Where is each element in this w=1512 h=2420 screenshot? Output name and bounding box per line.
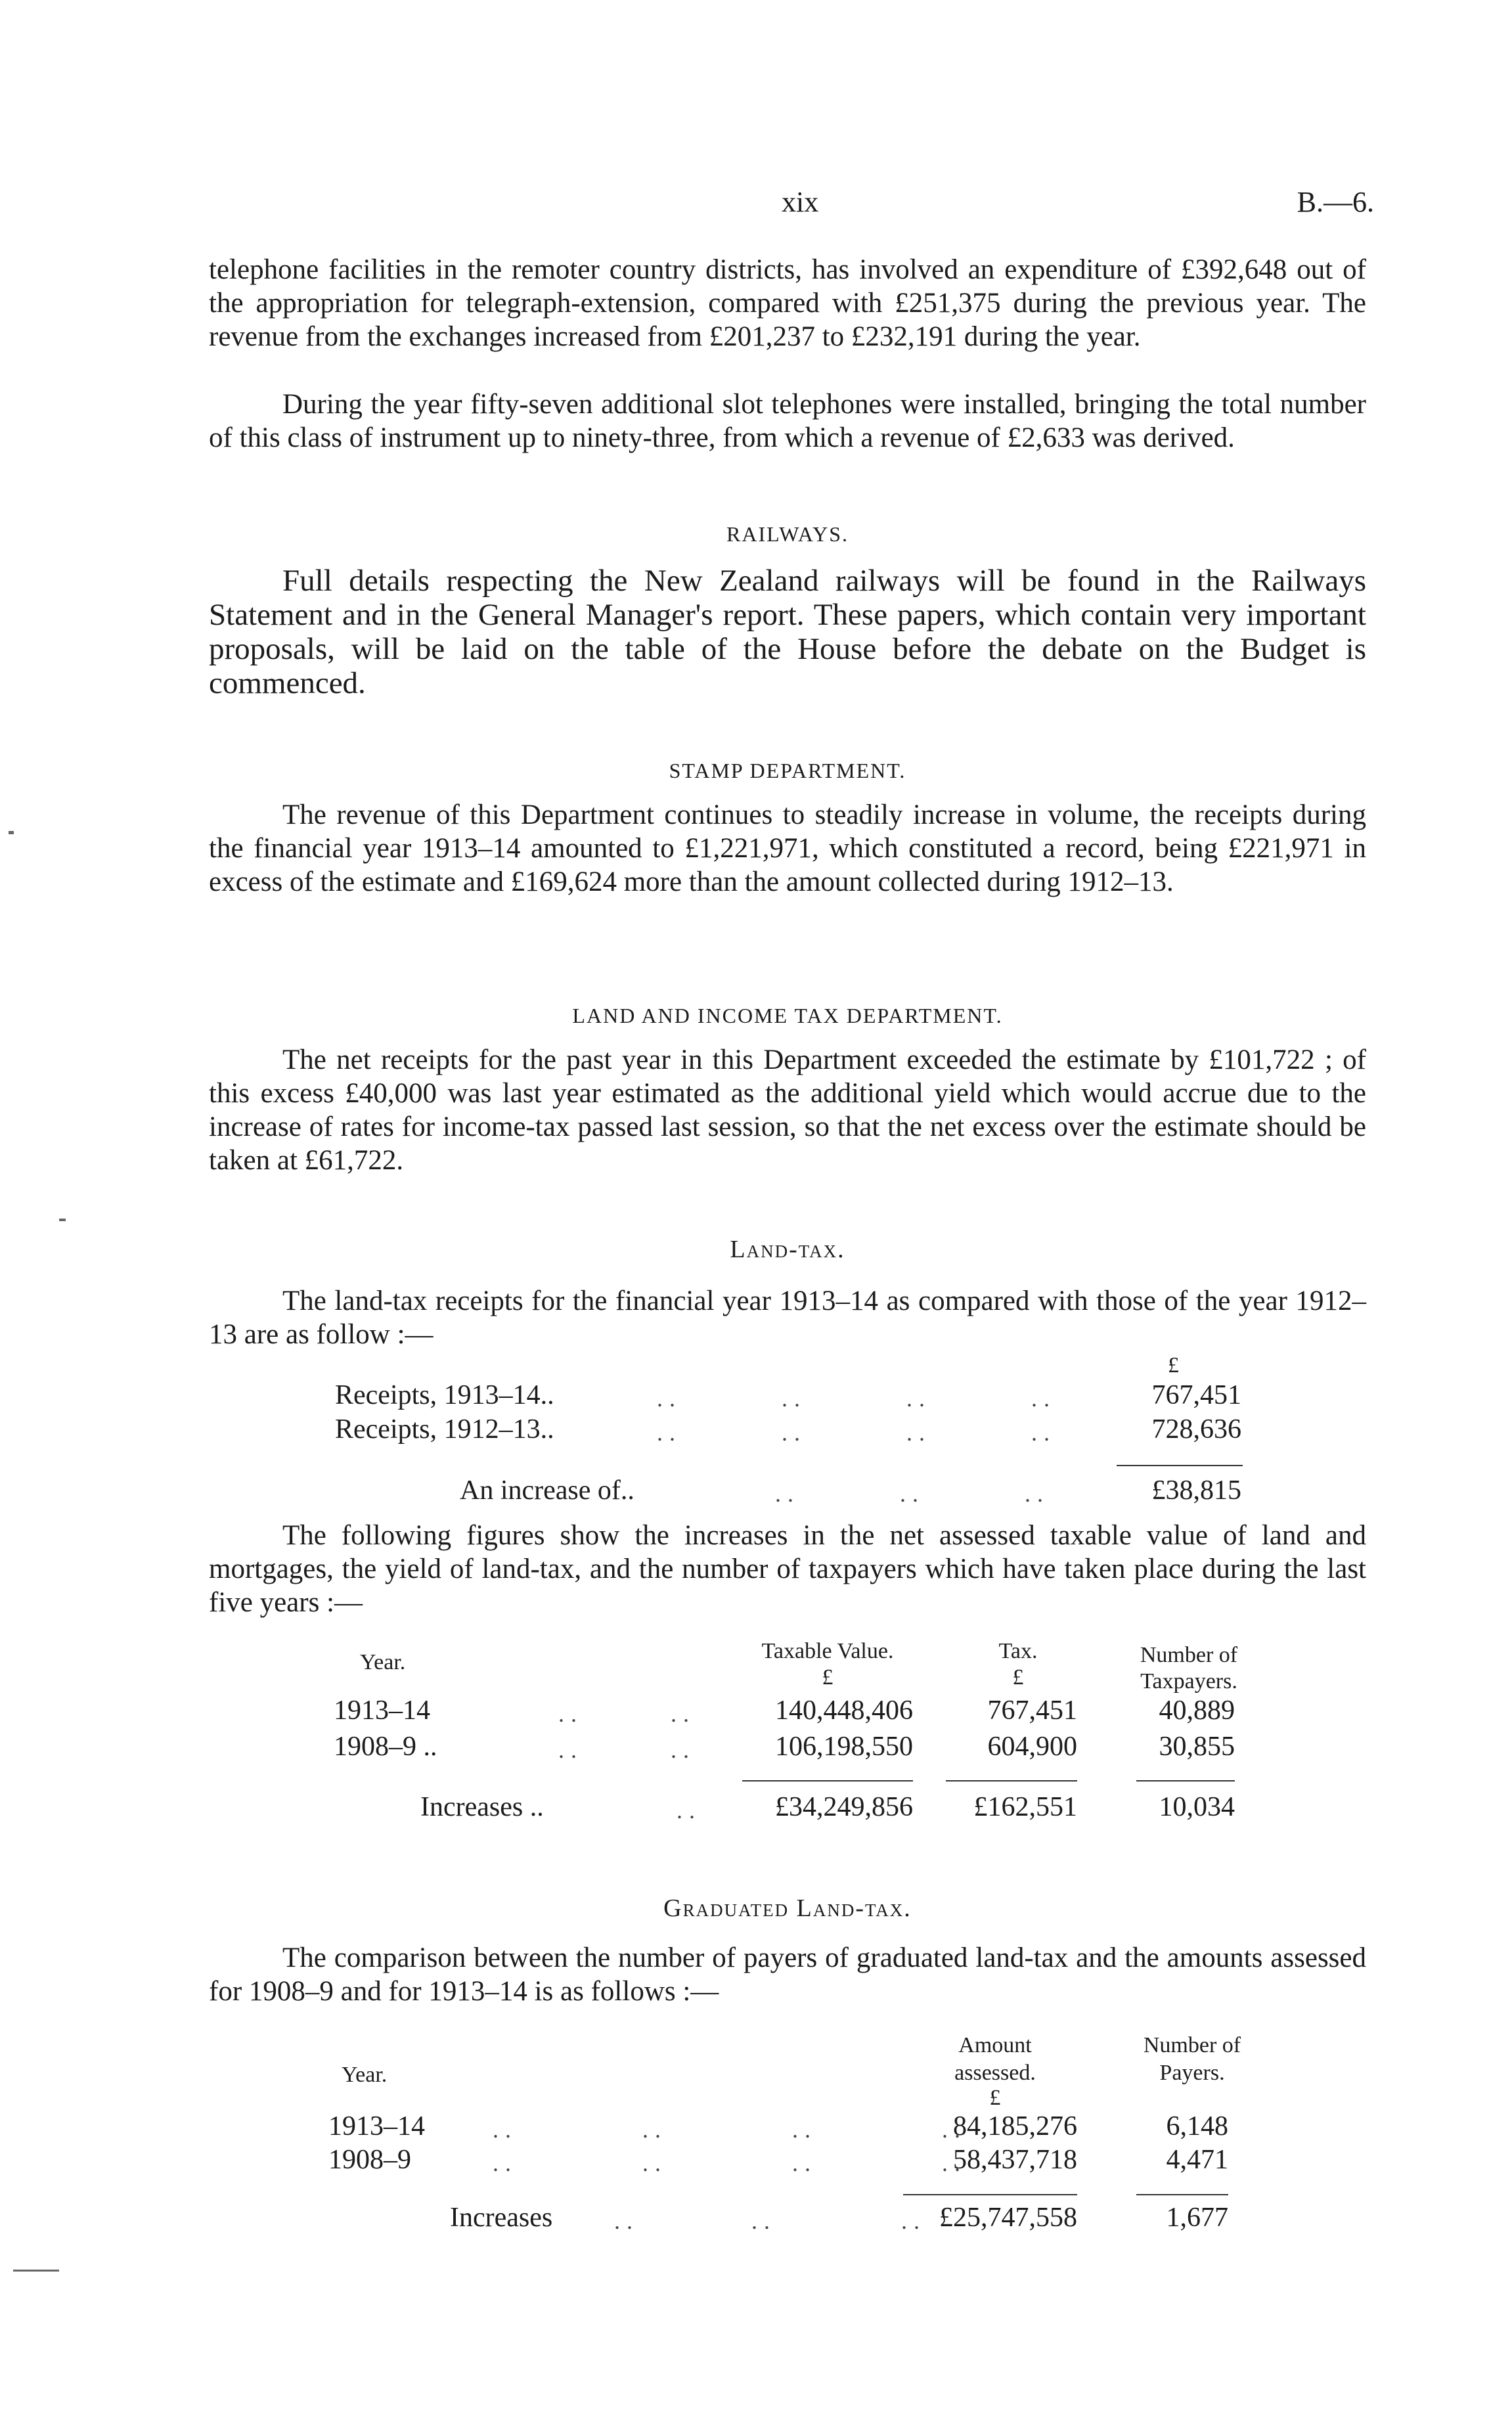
receipts-1913-14-value: 767,451 (1151, 1380, 1241, 1410)
increase-label: An increase of.. (460, 1475, 634, 1506)
land-tax-intro-text: The land-tax receipts for the financial year 1913–14 as compared with those of the year 1912–13 are as follow :— (209, 1286, 1366, 1350)
leader-dots: .. .. .. .. (493, 2117, 967, 2143)
stamp-department-paragraph-text: The revenue of this Department continues to steadily increase in volume, the receipts during the financial year 1913–14 amounted to £1,221,971, which constituted a record, being £221,971 in excess of the estimate and £169,624 more than the amount collected during 1912–13. (209, 799, 1366, 897)
stamp-department-heading: STAMP DEPARTMENT. (669, 759, 906, 782)
sum-rule (742, 1780, 913, 1781)
graduated-intro-text: The comparison between the number of payers of graduated land-tax and the amounts assessed for 1908–9 and for 1913–14 is as follows :— (209, 1942, 1366, 2007)
graduated-increases-label: Increases (450, 2203, 553, 2233)
graduated-row-year: 1913–14 (328, 2111, 425, 2141)
land-income-tax-paragraph-text: The net receipts for the past year in this Department exceeded the estimate by £101,722 ; of this excess £40,000 was last year estimated as the additional yield which would accrue due to the increase of rates for income-tax passed last session, so that the net excess over the estimate should be taken at £61,722. (209, 1044, 1366, 1176)
graduated-row-year: 1908–9 (328, 2145, 411, 2175)
railways-paragraph (209, 564, 1366, 700)
table-header-tax: Tax. (998, 1639, 1038, 1663)
table-row-taxpayers: 30,855 (1159, 1732, 1235, 1762)
table-unit-tax: £ (1012, 1665, 1024, 1690)
table-unit-taxable-value: £ (822, 1665, 834, 1690)
leader-dots: .. .. .. .. (657, 1385, 1056, 1412)
table-row-year: 1908–9 .. (334, 1732, 437, 1762)
page-number: xix (782, 186, 819, 218)
graduated-header-amount: Amount assessed. (954, 2033, 1036, 2085)
receipts-1913-14-label: Receipts, 1913–14.. (335, 1380, 554, 1410)
land-tax-currency-symbol: £ (1168, 1353, 1179, 1378)
receipts-1912-13-label: Receipts, 1912–13.. (335, 1414, 554, 1445)
graduated-increases-amount: £25,747,558 (939, 2203, 1077, 2233)
leader-dots: .. .. .. (775, 1481, 1050, 1507)
intro-paragraph-1 (209, 253, 1366, 353)
sum-rule (903, 2194, 1077, 2195)
sum-rule (1117, 1465, 1243, 1466)
railways-paragraph-text: Full details respecting the New Zealand railways will be found in the Railways Statement and in the General Manager's report. These papers, which contain very important proposals, will be laid on the table of the House before the debate on the Budget is commenced. (209, 564, 1366, 700)
graduated-row-payers: 4,471 (1166, 2145, 1228, 2175)
increases-taxable-value: £34,249,856 (775, 1792, 913, 1822)
table-row-tax: 767,451 (987, 1695, 1077, 1726)
land-tax-heading: Land-tax. (730, 1236, 845, 1263)
leader-dots: .. .. .. (614, 2208, 926, 2234)
document-reference: B.—6. (1297, 186, 1374, 218)
scan-mark (59, 1219, 66, 1221)
land-tax-intro (209, 1284, 1366, 1351)
intro-paragraph-2 (209, 388, 1366, 455)
graduated-header-payers: Number of Payers. (1143, 2033, 1241, 2085)
leader-dots: .. .. (558, 1701, 696, 1727)
leader-dots: .. (677, 1797, 701, 1824)
table-row-taxable-value: 140,448,406 (775, 1695, 913, 1726)
increases-tax: £162,551 (973, 1792, 1077, 1822)
table-header-taxable-value: Taxable Value. (761, 1639, 894, 1663)
leader-dots: .. .. .. .. (493, 2150, 967, 2176)
graduated-unit-amount: £ (989, 2086, 1001, 2110)
land-income-tax-heading: LAND AND INCOME TAX DEPARTMENT. (572, 1004, 1003, 1027)
table-header-year: Year. (360, 1650, 406, 1674)
table-row-taxpayers: 40,889 (1159, 1695, 1235, 1726)
graduated-intro-paragraph (209, 1941, 1366, 2008)
land-income-tax-paragraph (209, 1043, 1366, 1177)
scan-mark (13, 2270, 59, 2272)
increases-taxpayers: 10,034 (1159, 1792, 1235, 1822)
sum-rule (1136, 2194, 1228, 2195)
sum-rule (946, 1780, 1077, 1781)
intro-paragraph-1-text: telephone facilities in the remoter country districts, has involved an expenditure of £392,648 out of the appropriation for telegraph-extension, compared with £251,375 during the previous year. The revenue from the exchanges increased from £201,237 to £232,191 during the year. (209, 254, 1366, 352)
leader-dots: .. .. (558, 1737, 696, 1763)
sum-rule (1136, 1780, 1235, 1781)
increases-label: Increases .. (420, 1792, 544, 1822)
table-row-taxable-value: 106,198,550 (775, 1732, 913, 1762)
table-row-tax: 604,900 (987, 1732, 1077, 1762)
table-header-taxpayers: Number of Taxpayers. (1140, 1643, 1238, 1693)
graduated-row-amount: 58,437,718 (953, 2145, 1077, 2175)
table-row-year: 1913–14 (334, 1695, 430, 1726)
scan-mark (9, 831, 14, 834)
graduated-land-tax-heading: Graduated Land-tax. (663, 1894, 912, 1922)
graduated-row-amount: 84,185,276 (953, 2111, 1077, 2141)
graduated-row-payers: 6,148 (1166, 2111, 1228, 2141)
graduated-increases-payers: 1,677 (1166, 2203, 1228, 2233)
increase-value: £38,815 (1151, 1475, 1241, 1506)
leader-dots: .. .. .. .. (657, 1420, 1056, 1446)
land-tax-following-text: The following figures show the increases in the net assessed taxable value of land and mortgages, the yield of land-tax, and the number of taxpayers which have taken place during the last five years :— (209, 1520, 1366, 1618)
land-tax-following-paragraph (209, 1519, 1366, 1619)
stamp-department-paragraph (209, 798, 1366, 899)
receipts-1912-13-value: 728,636 (1151, 1414, 1241, 1445)
railways-heading: RAILWAYS. (726, 522, 849, 546)
graduated-header-year: Year. (342, 2063, 388, 2087)
intro-paragraph-2-text: During the year fifty-seven additional slot telephones were installed, bringing the total number of this class of instrument up to ninety-three, from which a revenue of £2,633 was derived. (209, 389, 1366, 453)
